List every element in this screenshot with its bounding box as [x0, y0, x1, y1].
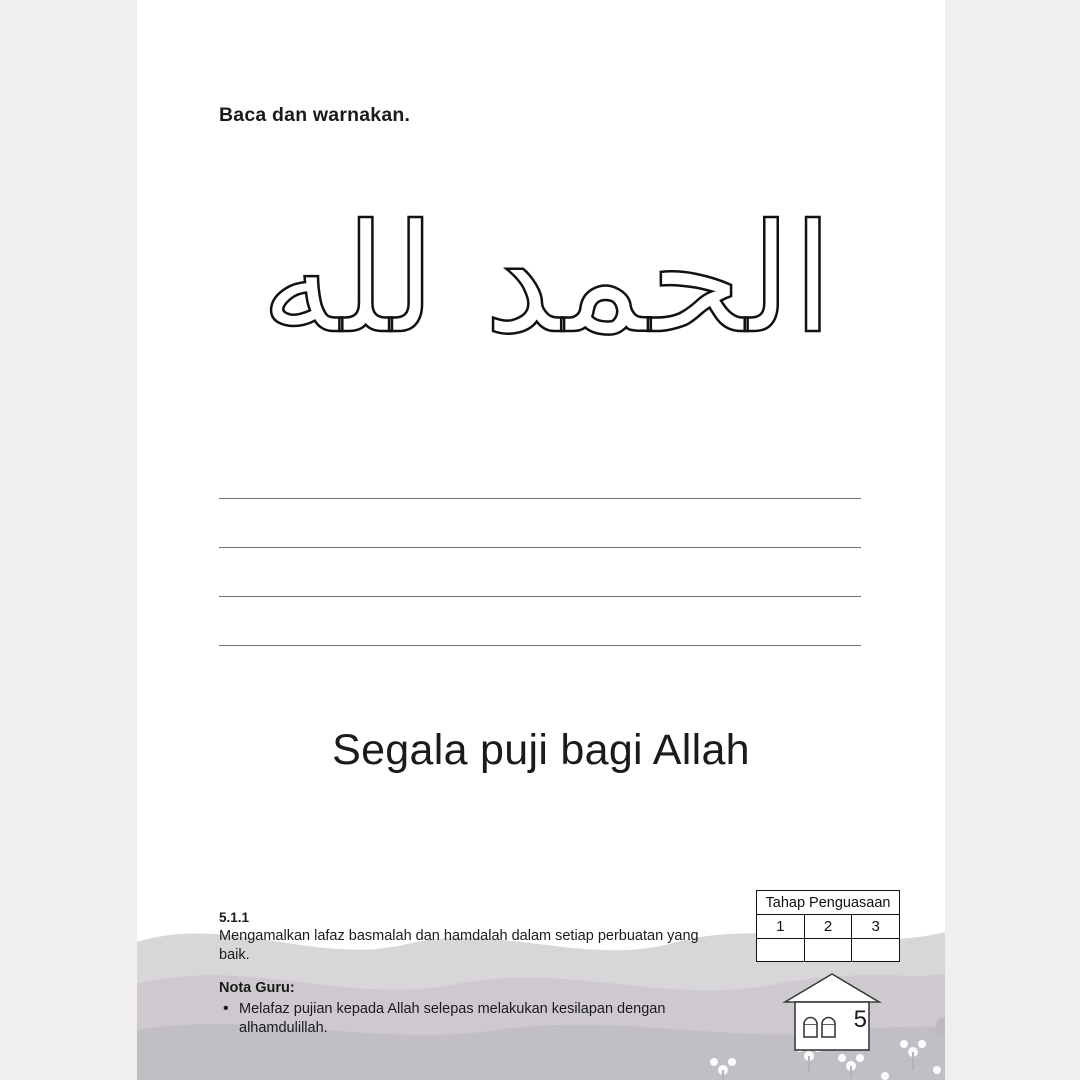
mastery-mark-3[interactable]: [852, 939, 899, 961]
mastery-level-3: 3: [871, 918, 880, 935]
writing-lines: [219, 498, 861, 646]
page-number: 5: [853, 1006, 867, 1033]
meaning-text: Segala puji bagi Allah: [332, 726, 750, 774]
paper-sheet: [137, 0, 945, 1080]
teacher-note-list: [219, 1000, 709, 1038]
standard-text: Mengamalkan lafaz basmalah dan hamdalah dalam setiap perbuatan yang baik.: [219, 928, 699, 963]
instruction-text: Baca dan warnakan.: [219, 104, 411, 126]
writing-line: [219, 645, 861, 646]
arabic-calligraphy-area: [197, 150, 897, 430]
mastery-mark-1[interactable]: [757, 939, 805, 961]
mastery-level-1: 1: [757, 915, 805, 938]
standard-code: 5.1.1: [219, 910, 250, 926]
mastery-mark-2[interactable]: [805, 939, 853, 961]
teacher-note-title: Nota Guru:: [219, 980, 295, 997]
writing-line: [219, 498, 861, 499]
mastery-title: Tahap Penguasaan: [757, 891, 899, 915]
arabic-outline-text: الحمد لله: [260, 193, 834, 367]
mastery-marks-row: [757, 939, 899, 961]
teacher-note-item: • Melafaz pujian kepada Allah selepas melakukan kesilapan dengan alhamdulillah.: [219, 1000, 709, 1038]
mastery-level-table: [756, 890, 900, 962]
writing-line: [219, 596, 861, 597]
mastery-level-2: 2: [805, 915, 853, 938]
footer-notes: [219, 910, 709, 1038]
writing-line: [219, 547, 861, 548]
house-illustration: [777, 966, 887, 1058]
mastery-levels-row: [757, 915, 899, 939]
